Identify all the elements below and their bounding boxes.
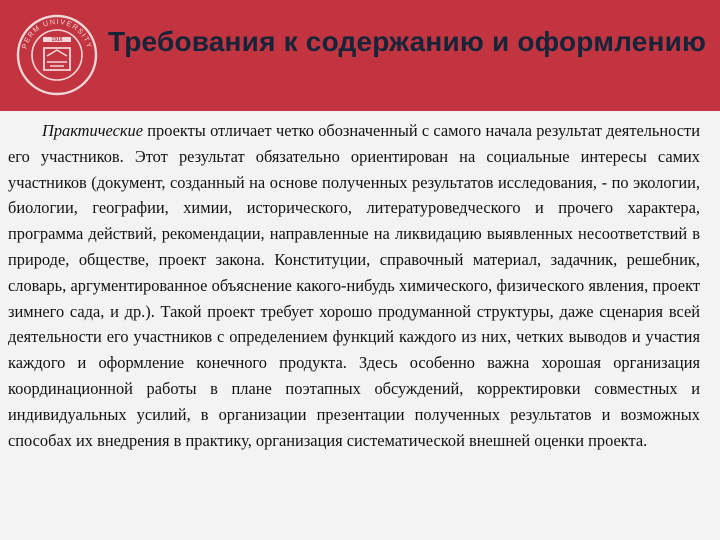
seal-ring-text: PERM UNIVERSITY <box>19 16 95 50</box>
university-seal-icon <box>16 14 98 96</box>
body-text: проекты отличает четко обозначенный с самого начала результат деятельности его участников. Этот результат обязательно ориентирован на социальные интересы самих участников (документ, созданный на основе полученных результатов исследования, - по экологии, биологии, географии, химии, исторического, литературоведческого и прочего характера, программа действий, рекомендации, направленные на ликвидацию выявленных несоответствий в природе, обществе, проект закона. Конституции, справочный материал, задачник, решебник, словарь, аргументированное объяснение какого-нибудь химического, физического явления, проект зимнего сада, и др.). Такой проект требует хорошо продуманной структуры, даже сценария всей деятельности его участников с определением функций каждого из них, четких выводов и участия каждого и оформление конечного продукта. Здесь особенно важна хорошая организация координационной работы в плане поэтапных обсуждений, корректировки совместных и индивидуальных усилий, в организации презентации полученных результатов и возможных способах их внедрения в практику, организация систематической внешней оценки проекта. <box>8 121 700 450</box>
page-title: Требования к содержанию и оформлению <box>108 26 707 57</box>
lead-word: Практические <box>42 121 144 140</box>
body-paragraph <box>8 118 700 453</box>
title-banner <box>0 0 720 111</box>
seal-year: 1916 <box>51 37 63 44</box>
content-area <box>8 118 700 453</box>
